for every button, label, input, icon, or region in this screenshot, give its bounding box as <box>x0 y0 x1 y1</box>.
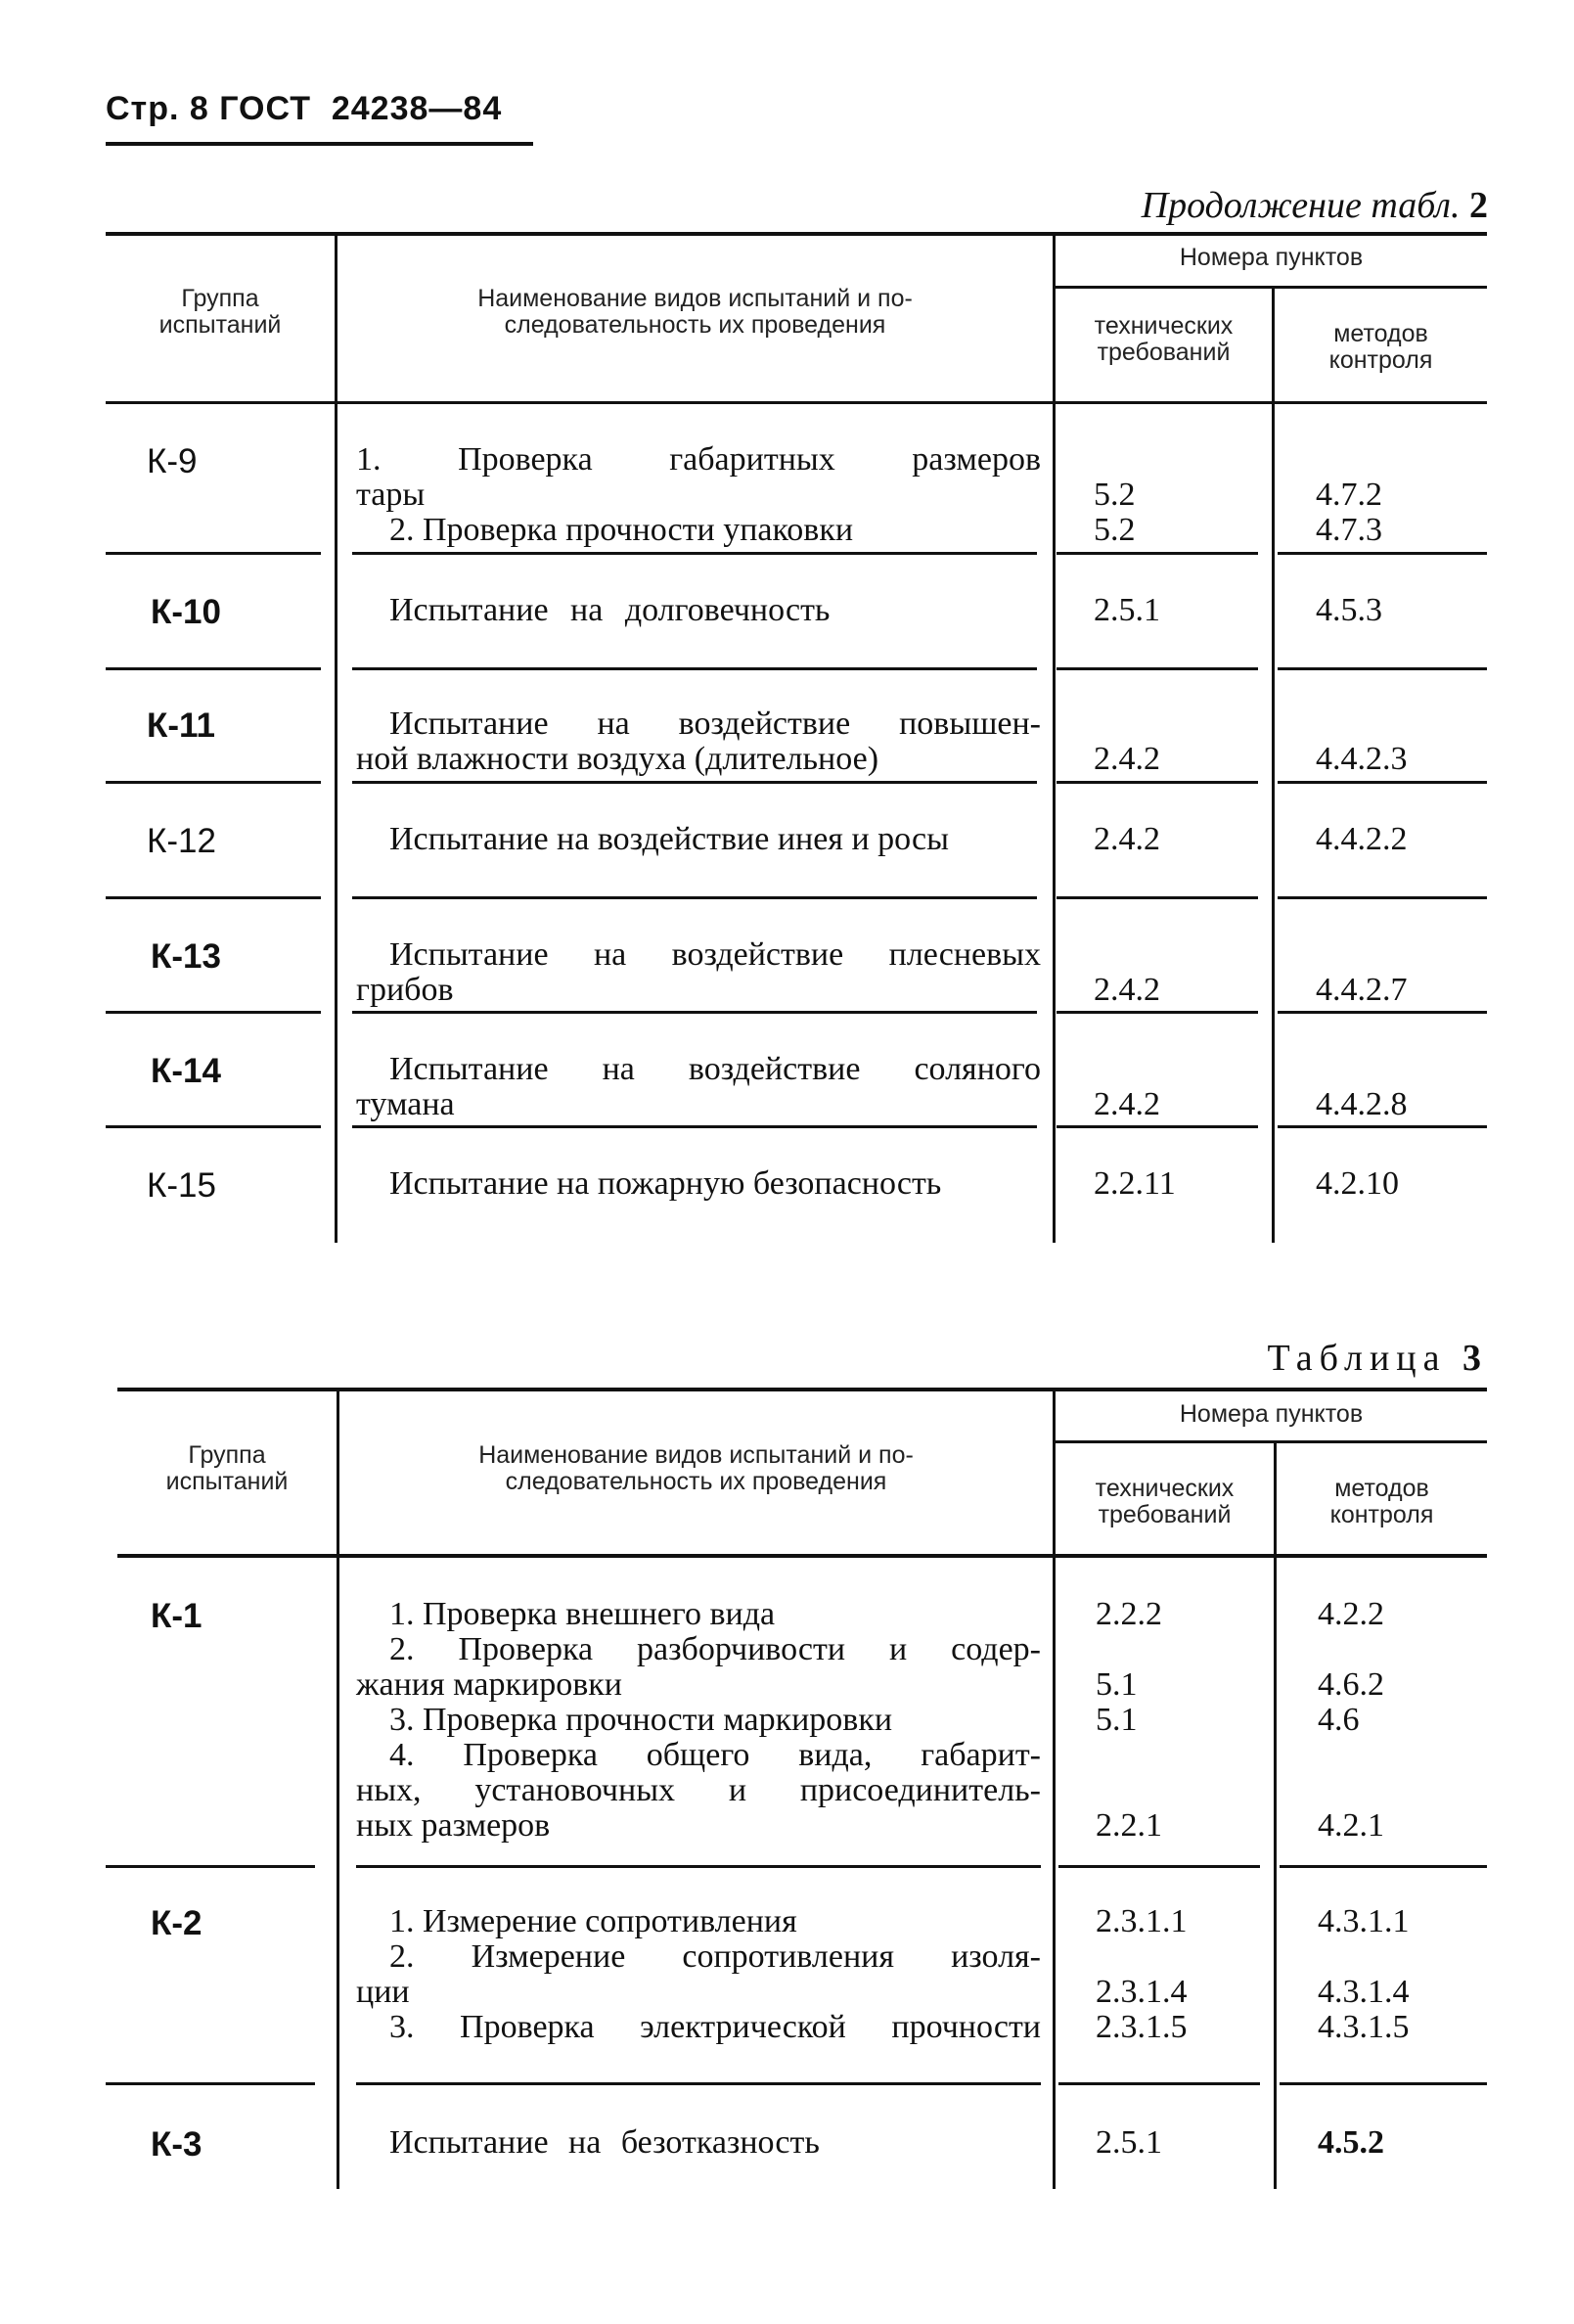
table2-row-rule <box>1278 896 1487 899</box>
header-underline <box>106 142 533 146</box>
table3-name-line: 1. Проверка внешнего вида <box>389 1596 776 1632</box>
table2-methods-cell: 4.5.3 <box>1316 592 1382 628</box>
table2-group-cell: К-10 <box>151 593 221 631</box>
table3-name-line: 1. Измерение сопротивления <box>389 1903 797 1939</box>
table2-name-line: грибов <box>356 972 454 1008</box>
table2-methods-cell: 4.2.10 <box>1316 1165 1399 1202</box>
table2-name-line: ной влажности воздуха (длительное) <box>356 741 879 777</box>
table3-tech-cell: 2.5.1 <box>1096 2124 1162 2161</box>
table3-methods-cell: 4.6.2 <box>1318 1666 1384 1703</box>
table2-methods-cell: 4.7.3 <box>1316 512 1382 548</box>
table2-header-name <box>337 286 1053 339</box>
table2-row-rule <box>352 1125 1037 1128</box>
table2-row-rule <box>106 896 321 899</box>
table3-caption-number: 3 <box>1462 1338 1488 1379</box>
header-line: технических <box>1094 312 1234 340</box>
table2-name-line: Испытание на воздействие повышен- <box>389 706 1041 742</box>
table2-row-rule <box>106 781 321 784</box>
header-line: методов <box>1333 320 1428 347</box>
table2-tech-cell: 2.4.2 <box>1094 1086 1160 1122</box>
table2-methods-cell: 4.7.2 <box>1316 477 1382 513</box>
table3-tech-cell: 5.1 <box>1096 1666 1138 1703</box>
table2-group-cell: К-13 <box>151 937 221 976</box>
table2-tech-cell: 2.5.1 <box>1094 592 1160 628</box>
table3-row-rule <box>106 2082 315 2085</box>
table3-header-sub-rule <box>1055 1440 1487 1443</box>
table2-caption <box>1142 184 1488 227</box>
table2-row-rule <box>352 896 1037 899</box>
table2-group-cell: К-9 <box>147 442 198 480</box>
table2-group-cell: К-14 <box>151 1052 221 1090</box>
table2-name-line: Испытание на воздействие плесневых <box>389 936 1041 973</box>
table2-row-rule <box>106 1011 321 1014</box>
table2-row-rule <box>1057 1011 1258 1014</box>
table3-caption <box>1267 1337 1488 1380</box>
table3-row-rule <box>1058 2082 1260 2085</box>
table2-row-rule <box>352 1011 1037 1014</box>
table2-group-cell: К-11 <box>147 706 216 745</box>
table2-caption-number: 2 <box>1469 185 1488 226</box>
table3-top-rule <box>117 1388 1487 1391</box>
table2-name-line: Испытание на воздействие инея и росы <box>389 821 949 857</box>
table2-row-rule <box>1057 552 1258 555</box>
table2-row-rule <box>1278 1125 1487 1128</box>
header-line: испытаний <box>158 311 282 339</box>
table2-caption-text: Продолжение табл. <box>1141 185 1461 226</box>
header-line: Группа <box>188 1441 266 1469</box>
table2-col-divider-1 <box>335 235 337 1243</box>
table2-methods-cell: 4.4.2.8 <box>1316 1086 1408 1122</box>
table2-tech-cell: 2.4.2 <box>1094 741 1160 777</box>
table3-header-numbers: Номера пунктов <box>1179 1400 1364 1428</box>
table2-row-rule <box>1278 781 1487 784</box>
table3-row-rule <box>1280 2082 1487 2085</box>
table3-name-line: ных, установочных и присоединитель- <box>356 1772 1041 1808</box>
table2-name-line: 2. Проверка прочности упаковки <box>389 512 854 548</box>
table3-col-divider-1 <box>337 1391 339 2189</box>
table2-row-rule <box>1057 781 1258 784</box>
table2-tech-cell: 2.2.11 <box>1094 1165 1176 1202</box>
table3-name-line: 3. Проверка электрической прочности <box>389 2009 1041 2045</box>
table3-col-divider-3 <box>1274 1443 1277 2189</box>
table3-methods-cell: 4.3.1.1 <box>1318 1903 1410 1939</box>
table3-header-name <box>339 1442 1053 1495</box>
table2-header-sub-rule <box>1055 286 1487 289</box>
page-header: Стр. 8 ГОСТ 24238—84 <box>106 90 503 127</box>
table3-header-group <box>117 1442 337 1495</box>
table3-tech-cell: 2.3.1.5 <box>1096 2009 1188 2045</box>
table3-name-line: Испытание на безотказность <box>389 2124 820 2161</box>
table3-group-cell: К-2 <box>151 1904 202 1942</box>
header-line: Наименование видов испытаний и по- <box>477 285 913 312</box>
table2-top-rule <box>106 232 1487 236</box>
table2-row-rule <box>1057 1125 1258 1128</box>
header-line: следовательность их проведения <box>504 311 886 339</box>
table2-tech-cell: 5.2 <box>1094 512 1136 548</box>
table2-name-line: Испытание на воздействие соляного <box>389 1051 1041 1087</box>
table2-tech-cell: 5.2 <box>1094 477 1136 513</box>
table2-header-bottom-rule <box>106 401 1487 404</box>
table3-tech-cell: 2.3.1.4 <box>1096 1974 1188 2010</box>
table3-tech-cell: 2.2.2 <box>1096 1596 1162 1632</box>
table2-name-line: Испытание на долговечность <box>389 592 831 628</box>
table2-header-tech <box>1056 313 1272 366</box>
table2-row-rule <box>352 667 1037 670</box>
table3-name-line: жания маркировки <box>356 1666 622 1703</box>
table2-row-rule <box>1278 667 1487 670</box>
table3-tech-cell: 2.3.1.1 <box>1096 1903 1188 1939</box>
table2-header-numbers: Номера пунктов <box>1179 244 1364 271</box>
table2-name-line: 1. Проверка габаритных размеров <box>356 441 1041 478</box>
header-line: Группа <box>181 285 259 312</box>
table2-col-divider-2 <box>1053 235 1056 1243</box>
table3-name-line: 3. Проверка прочности маркировки <box>389 1702 893 1738</box>
table3-header-bottom-rule <box>117 1554 1487 1558</box>
table2-row-rule <box>1278 1011 1487 1014</box>
table2-row-rule <box>106 667 321 670</box>
table2-name-line: Испытание на пожарную безопасность <box>389 1165 942 1202</box>
table2-row-rule <box>106 1125 321 1128</box>
table2-row-rule <box>106 552 321 555</box>
table3-header-tech <box>1056 1476 1274 1528</box>
table3-row-rule <box>356 1865 1041 1868</box>
table3-row-rule <box>1280 1865 1487 1868</box>
table2-header-group <box>106 286 335 339</box>
table2-row-rule <box>352 552 1037 555</box>
table2-methods-cell: 4.4.2.3 <box>1316 741 1408 777</box>
table2-tech-cell: 2.4.2 <box>1094 821 1160 857</box>
table2-group-cell: К-15 <box>147 1166 216 1205</box>
header-line: методов <box>1334 1475 1429 1502</box>
table3-methods-cell: 4.6 <box>1318 1702 1360 1738</box>
table2-row-rule <box>1278 552 1487 555</box>
table2-row-rule <box>1057 667 1258 670</box>
table3-methods-cell: 4.3.1.5 <box>1318 2009 1410 2045</box>
header-line: Наименование видов испытаний и по- <box>478 1441 914 1469</box>
table2-row-rule <box>352 781 1037 784</box>
table3-caption-text: Таблица <box>1267 1338 1447 1379</box>
table2-name-line: тумана <box>356 1086 455 1122</box>
header-line: требований <box>1098 1501 1232 1528</box>
table3-header-methods <box>1277 1476 1487 1528</box>
table3-group-cell: К-1 <box>151 1597 202 1635</box>
table2-group-cell: К-12 <box>147 822 216 860</box>
table2-header-methods <box>1275 321 1487 374</box>
header-line: технических <box>1095 1475 1235 1502</box>
table3-methods-cell: 4.3.1.4 <box>1318 1974 1410 2010</box>
table3-methods-cell: 4.2.2 <box>1318 1596 1384 1632</box>
header-line: контроля <box>1328 346 1433 374</box>
table2-row-rule <box>1057 896 1258 899</box>
table3-name-line: 2. Проверка разборчивости и содер- <box>389 1631 1041 1667</box>
table2-methods-cell: 4.4.2.7 <box>1316 972 1408 1008</box>
table2-name-line: тары <box>356 477 426 513</box>
header-line: следовательность их проведения <box>505 1468 887 1495</box>
table2-methods-cell: 4.4.2.2 <box>1316 821 1408 857</box>
table3-row-rule <box>356 2082 1041 2085</box>
table3-name-line: 4. Проверка общего вида, габарит- <box>389 1737 1041 1773</box>
table3-group-cell: К-3 <box>151 2125 202 2164</box>
table3-methods-cell: 4.2.1 <box>1318 1807 1384 1844</box>
table2-col-divider-3 <box>1272 289 1275 1243</box>
table3-tech-cell: 5.1 <box>1096 1702 1138 1738</box>
header-line: требований <box>1097 339 1231 366</box>
table3-name-line: ции <box>356 1974 410 2010</box>
table2-tech-cell: 2.4.2 <box>1094 972 1160 1008</box>
header-line: контроля <box>1329 1501 1434 1528</box>
table3-row-rule <box>106 1865 315 1868</box>
table3-row-rule <box>1058 1865 1260 1868</box>
table3-name-line: ных размеров <box>356 1807 551 1844</box>
table3-methods-cell: 4.5.2 <box>1318 2124 1384 2161</box>
table3-name-line: 2. Измерение сопротивления изоля- <box>389 1938 1041 1975</box>
header-line: испытаний <box>165 1468 289 1495</box>
table3-tech-cell: 2.2.1 <box>1096 1807 1162 1844</box>
